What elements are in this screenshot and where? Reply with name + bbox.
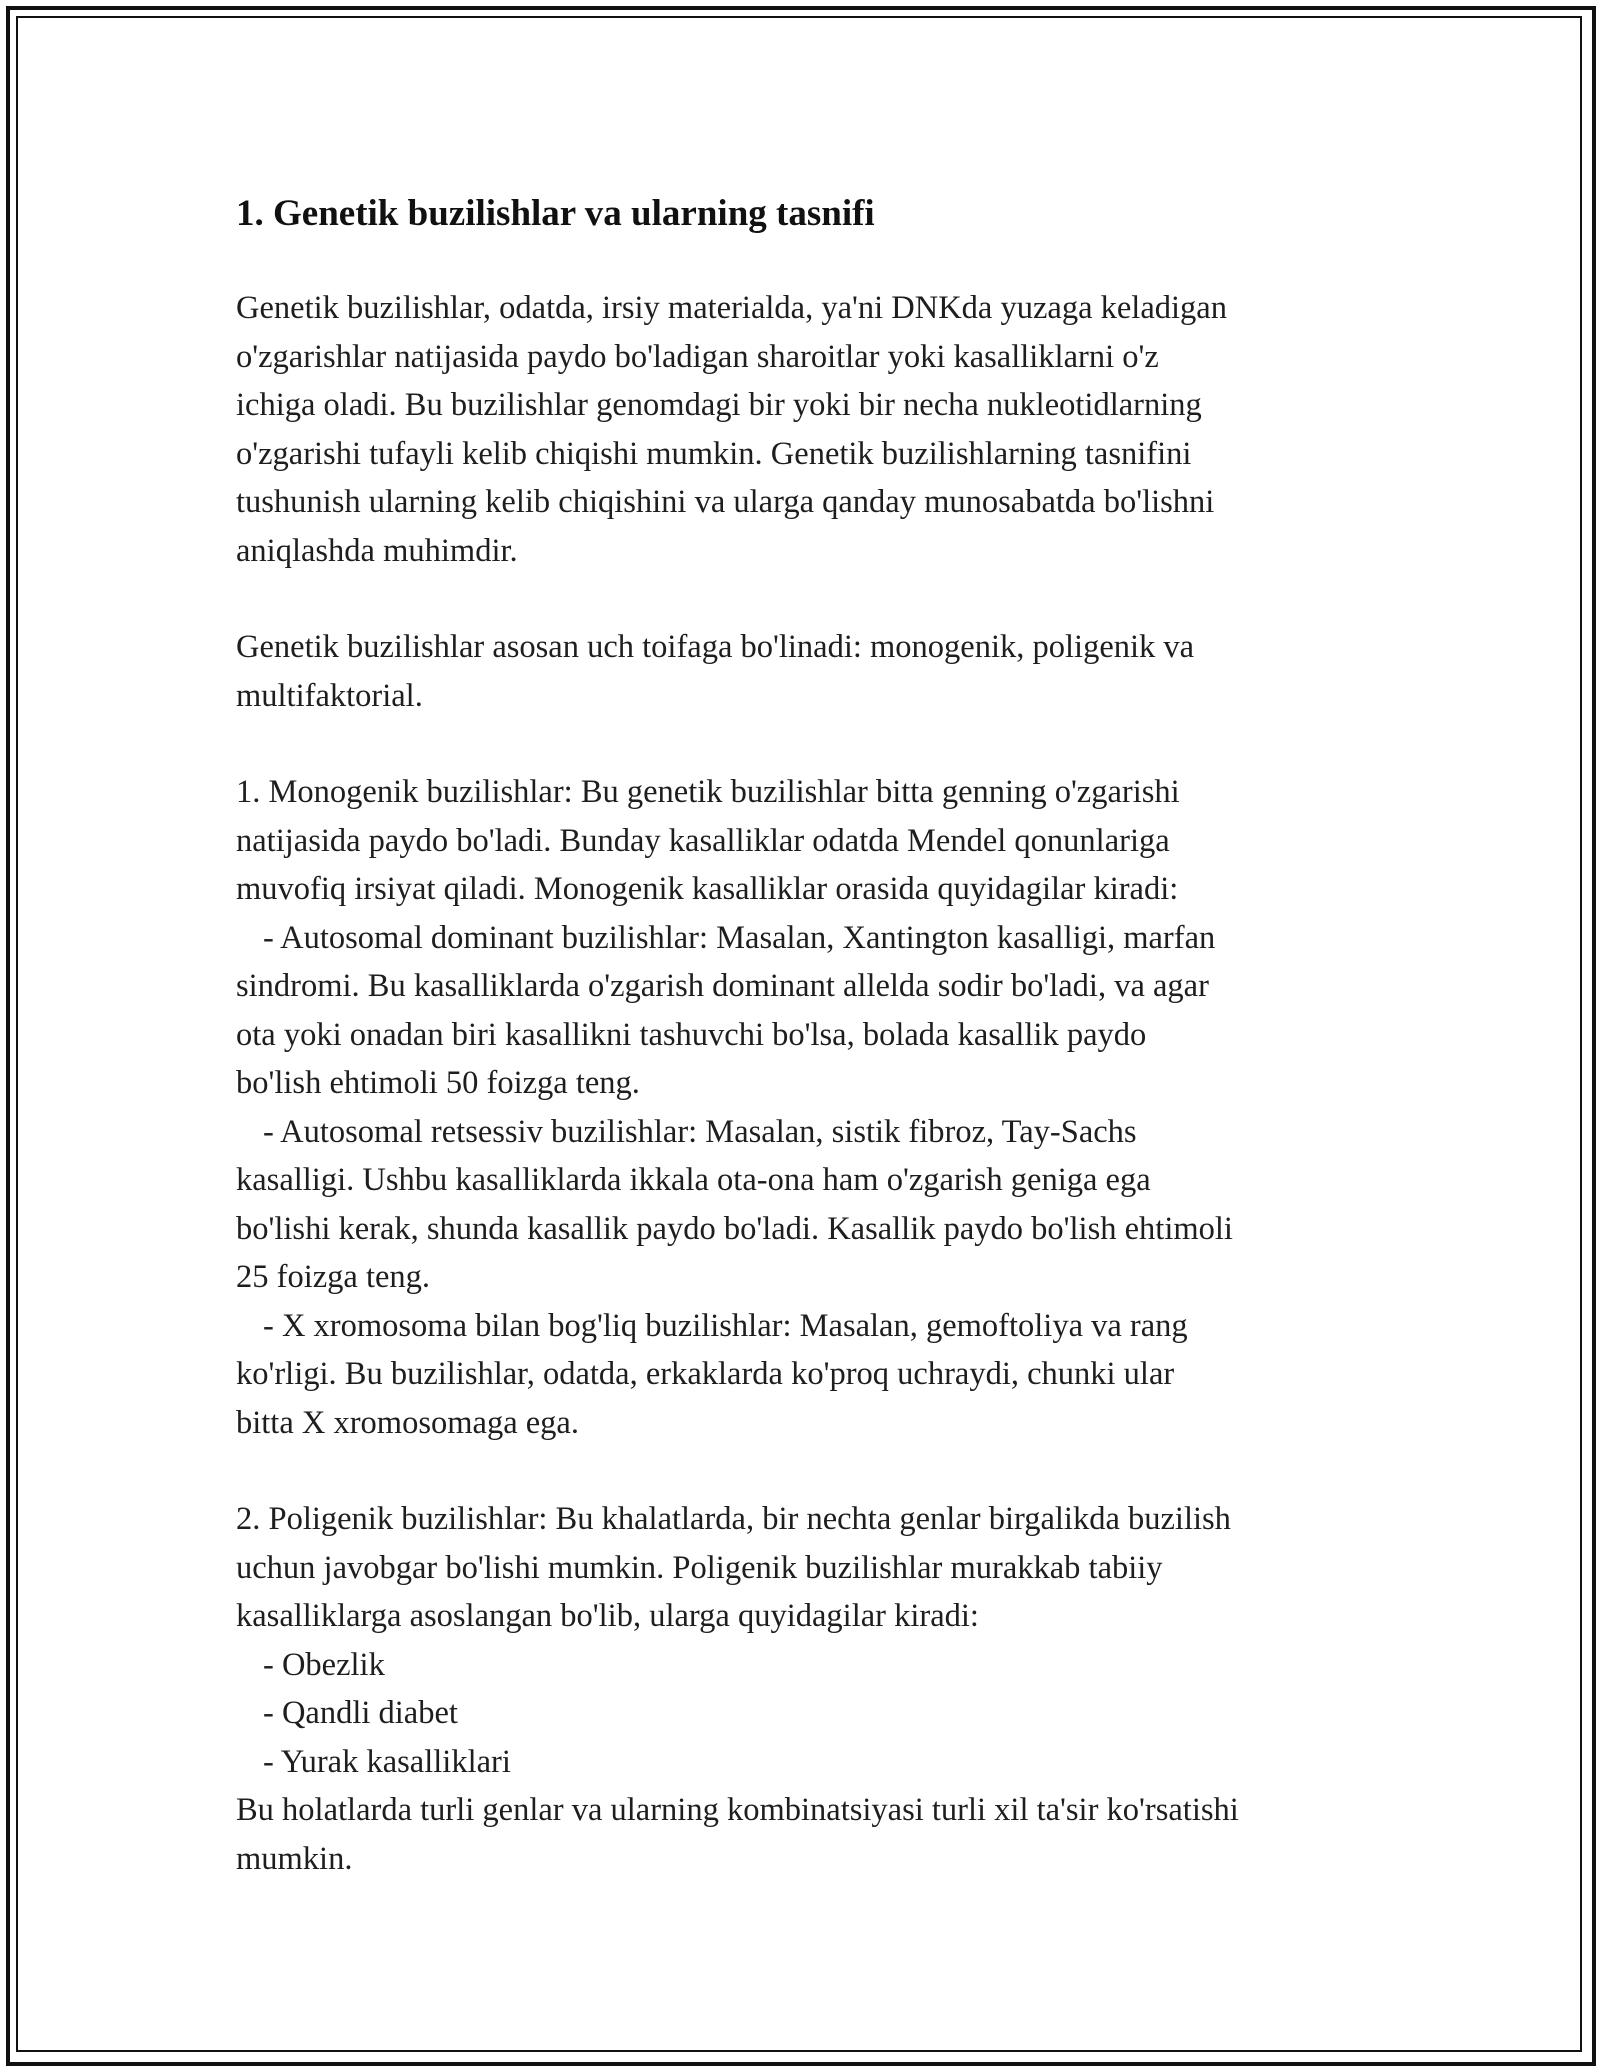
text-line: kasalligi. Ushbu kasalliklarda ikkala ota-ona ham o'zgarish geniga ega — [236, 1162, 1151, 1198]
text-line: Bu holatlarda turli genlar va ularning kombinatsiyasi turli xil ta'sir ko'rsatishi — [236, 1792, 1239, 1828]
text-line: kasalliklarga asoslangan bo'lib, ularga quyidagilar kiradi: — [236, 1598, 979, 1634]
text-line: bo'lish ehtimoli 50 foizga teng. — [236, 1065, 640, 1101]
document-body — [236, 180, 1376, 1883]
text-line: o'zgarishlar natijasida paydo bo'ladigan sharoitlar yoki kasalliklarni o'z — [236, 338, 1159, 375]
text-line: sindromi. Bu kasalliklarda o'zgarish dominant allelda sodir bo'ladi, va agar — [236, 968, 1209, 1004]
text-line: muvofiq irsiyat qiladi. Monogenik kasalliklar orasida quyidagilar kiradi: — [236, 871, 1179, 907]
section-heading: 1. Genetik buzilishlar va ularning tasnifi — [236, 193, 875, 234]
text-line: tushunish ularning kelib chiqishini va ularga qanday munosabatda bo'lishni — [236, 484, 1215, 520]
text-line: aniqlashda muhimdir. — [236, 532, 518, 569]
text-line: bo'lishi kerak, shunda kasallik paydo bo'ladi. Kasallik paydo bo'lish ehtimoli — [236, 1210, 1233, 1247]
intro-paragraph — [236, 284, 1376, 575]
text-line: ota yoki onadan biri kasallikni tashuvchi bo'lsa, bolada kasallik paydo — [236, 1016, 1147, 1053]
categories-paragraph — [236, 623, 1376, 720]
list-item-autosomal-recessive: - Autosomal retsessiv buzilishlar: Masalan, sistik fibroz, Tay-Sachs — [263, 1113, 1137, 1150]
list-item-heart-disease: - Yurak kasalliklari — [263, 1743, 511, 1780]
text-line: 2. Poligenik buzilishlar: Bu khalatlarda, bir nechta genlar birgalikda buzilish — [236, 1501, 1231, 1537]
list-item-autosomal-dominant: - Autosomal dominant buzilishlar: Masalan, Xantington kasalligi, marfan — [263, 919, 1216, 956]
text-line: mumkin. — [236, 1840, 353, 1877]
list-item-x-linked: - X xromosoma bilan bog'liq buzilishlar: Masalan, gemoftoliya va rang — [263, 1307, 1188, 1344]
text-line: multifaktorial. — [236, 677, 423, 714]
text-line: o'zgarishi tufayli kelib chiqishi mumkin. Genetik buzilishlarning tasnifini — [236, 435, 1192, 472]
text-line: ko'rligi. Bu buzilishlar, odatda, erkaklarda ko'proq uchraydi, chunki ular — [236, 1356, 1175, 1392]
text-line: uchun javobgar bo'lishi mumkin. Poligenik buzilishlar murakkab tabiiy — [236, 1549, 1163, 1586]
polygenic-section — [236, 1495, 1376, 1883]
text-line: 1. Monogenik buzilishlar: Bu genetik buzilishlar bitta genning o'zgarishi — [236, 774, 1180, 810]
text-line: Genetik buzilishlar, odatda, irsiy materialda, ya'ni DNKda yuzaga keladigan — [236, 290, 1227, 326]
text-line: natijasida paydo bo'ladi. Bunday kasalliklar odatda Mendel qonunlariga — [236, 822, 1170, 859]
list-item-obesity: - Obezlik — [263, 1646, 385, 1683]
text-line: bitta X xromosomaga ega. — [236, 1404, 579, 1441]
list-item-diabetes: - Qandli diabet — [263, 1695, 458, 1731]
text-line: ichiga oladi. Bu buzilishlar genomdagi bir yoki bir necha nukleotidlarning — [236, 387, 1202, 423]
monogenic-section — [236, 768, 1376, 1447]
text-line: Genetik buzilishlar asosan uch toifaga bo'linadi: monogenik, poligenik va — [236, 629, 1195, 665]
text-line: 25 foizga teng. — [236, 1259, 431, 1295]
